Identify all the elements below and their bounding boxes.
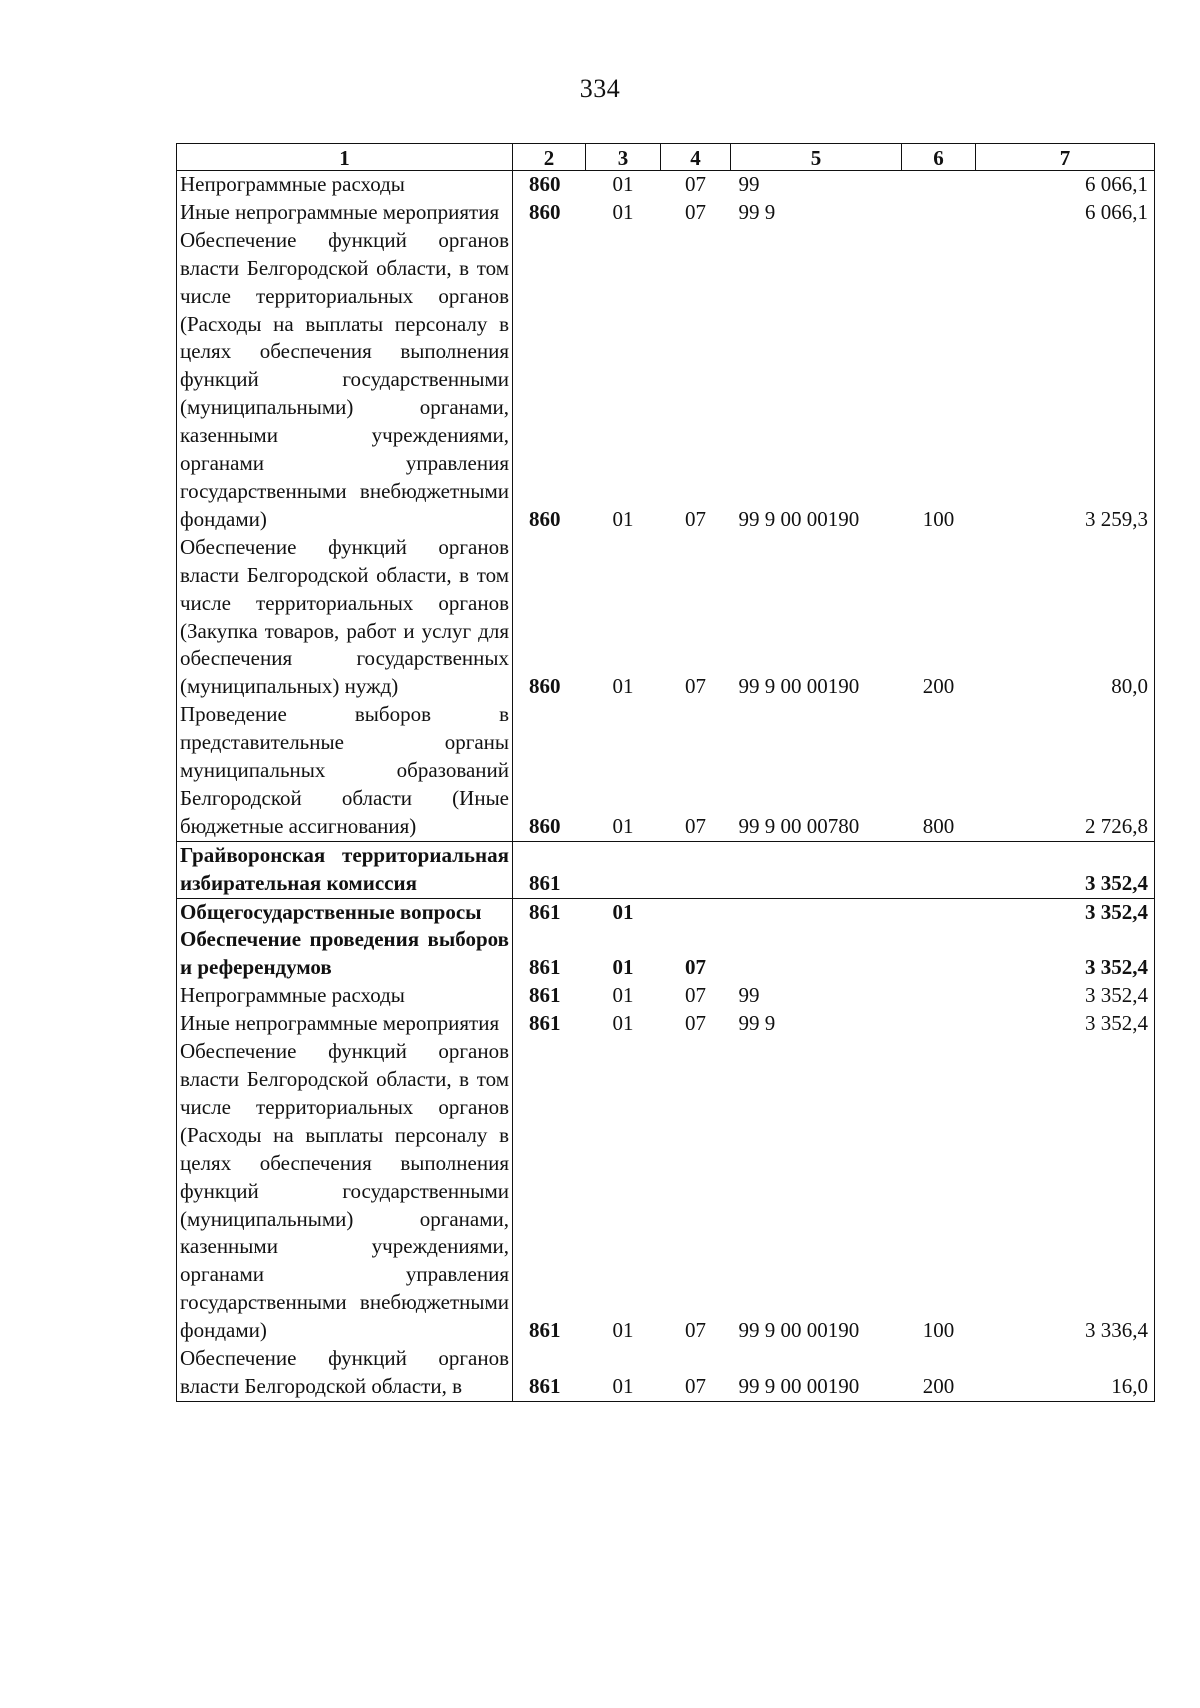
table-row <box>177 1038 1155 1345</box>
row-name: Непрограммные расходы <box>177 171 513 199</box>
row-subsection: 07 <box>685 1318 706 1343</box>
row-expense-type <box>902 171 976 199</box>
row-expense-type <box>902 841 976 898</box>
row-expense-type: 100 <box>922 1318 955 1343</box>
row-subsection <box>661 841 731 898</box>
row-amount: 3 352,4 <box>976 898 1155 926</box>
row-subsection: 07 <box>661 701 731 841</box>
row-expense-type: 200 <box>902 1345 976 1401</box>
table-row <box>177 199 1155 227</box>
table-row <box>177 1010 1155 1038</box>
row-section: 01 <box>586 1345 661 1401</box>
row-target-article: 99 9 00 00190 <box>738 506 860 531</box>
row-gr-code: 861 <box>513 982 586 1010</box>
row-target-article <box>731 898 902 926</box>
column-header: 3 <box>586 144 661 171</box>
row-target-article: 99 9 <box>738 1011 776 1036</box>
row-section: 01 <box>612 506 634 531</box>
row-target-article: 99 9 00 00190 <box>738 674 860 699</box>
row-section: 01 <box>612 1011 634 1036</box>
row-section: 01 <box>612 199 634 224</box>
row-amount: 16,0 <box>976 1345 1155 1401</box>
row-name: Обеспечение функций органов власти Белгородской области, в том числе территориальных органов (Расходы на выплаты персоналу в целях обеспечения выполнения функций государственными (муниципальными) органами, казенными учреждениями, органами управления государственными внебюджетными фондами) <box>177 1038 513 1345</box>
row-amount: 2 726,8 <box>976 701 1155 841</box>
row-subsection: 07 <box>685 172 706 196</box>
row-target-article: 99 9 00 00190 <box>738 1318 860 1343</box>
row-gr-code: 860 <box>513 171 586 199</box>
row-gr-code: 861 <box>513 1010 586 1038</box>
row-section: 01 <box>612 983 634 1008</box>
row-gr-code: 860 <box>513 534 586 701</box>
row-expense-type <box>902 898 976 926</box>
table-body <box>177 171 1155 1402</box>
table-row <box>177 227 1155 534</box>
row-name: Грайворонская территориальная избирательная комиссия <box>177 841 513 898</box>
row-amount: 3 336,4 <box>976 1038 1155 1345</box>
row-section: 01 <box>612 899 634 924</box>
row-section: 01 <box>612 955 634 980</box>
row-target-article: 99 9 <box>738 199 776 224</box>
table-row <box>177 898 1155 926</box>
row-subsection: 07 <box>685 674 706 699</box>
row-amount: 3 352,4 <box>976 1010 1155 1038</box>
row-amount: 3 352,4 <box>976 841 1155 898</box>
row-name: Обеспечение функций органов власти Белгородской области, в том числе территориальных органов (Закупка товаров, работ и услуг для обеспечения государственных (муниципальных) нужд) <box>177 534 513 701</box>
row-section <box>586 841 661 898</box>
row-expense-type <box>902 926 976 982</box>
column-header: 6 <box>902 144 976 171</box>
row-target-article: 99 9 00 00780 <box>731 701 902 841</box>
row-expense-type: 100 <box>922 506 955 531</box>
row-target-article <box>731 926 902 982</box>
row-subsection: 07 <box>661 1345 731 1401</box>
table-row <box>177 841 1155 898</box>
row-section: 01 <box>612 172 634 196</box>
row-subsection: 07 <box>685 506 706 531</box>
row-subsection: 07 <box>685 199 706 224</box>
row-gr-code: 861 <box>513 926 586 982</box>
row-subsection: 07 <box>685 983 706 1008</box>
row-name: Проведение выборов в представительные органы муниципальных образований Белгородской области (Иные бюджетные ассигнования) <box>177 701 513 841</box>
row-name: Обеспечение функций органов власти Белгородской области, в том числе территориальных органов (Расходы на выплаты персоналу в целях обеспечения выполнения функций государственными (муниципальными) органами, казенными учреждениями, органами управления государственными внебюджетными фондами) <box>177 227 513 534</box>
row-name: Непрограммные расходы <box>177 982 513 1010</box>
row-amount: 80,0 <box>976 534 1155 701</box>
row-gr-code: 861 <box>513 898 586 926</box>
row-subsection: 07 <box>685 955 706 980</box>
row-section: 01 <box>612 674 634 699</box>
column-header: 5 <box>731 144 902 171</box>
row-section: 01 <box>586 701 661 841</box>
row-name: Обеспечение функций органов власти Белгородской области, в <box>177 1345 513 1401</box>
header-row <box>177 144 1155 171</box>
row-gr-code: 861 <box>513 1345 586 1401</box>
row-expense-type: 800 <box>902 701 976 841</box>
row-expense-type <box>902 982 976 1010</box>
row-gr-code: 860 <box>513 227 586 534</box>
row-target-article <box>731 841 902 898</box>
row-gr-code: 860 <box>513 701 586 841</box>
row-section: 01 <box>612 1318 634 1343</box>
row-amount: 3 352,4 <box>976 982 1155 1010</box>
table-row <box>177 701 1155 841</box>
table-row <box>177 171 1155 199</box>
row-amount: 6 066,1 <box>976 199 1155 227</box>
row-gr-code: 860 <box>513 199 586 227</box>
row-gr-code: 861 <box>513 1038 586 1345</box>
table-row <box>177 982 1155 1010</box>
row-subsection <box>661 898 731 926</box>
row-expense-type <box>902 199 976 227</box>
table-row <box>177 534 1155 701</box>
row-expense-type <box>902 1010 976 1038</box>
row-name: Иные непрограммные мероприятия <box>177 199 513 227</box>
row-amount: 3 352,4 <box>976 926 1155 982</box>
column-header: 7 <box>976 144 1155 171</box>
row-name: Иные непрограммные мероприятия <box>177 1010 513 1038</box>
row-target-article: 99 <box>738 983 760 1008</box>
page-number: 334 <box>579 74 621 103</box>
budget-table <box>176 143 1155 1402</box>
table-row <box>177 926 1155 982</box>
row-amount: 3 259,3 <box>976 227 1155 534</box>
row-subsection: 07 <box>685 1011 706 1036</box>
table-row <box>177 1345 1155 1401</box>
column-header: 2 <box>513 144 586 171</box>
row-expense-type: 200 <box>922 674 955 699</box>
row-amount: 6 066,1 <box>976 171 1155 199</box>
column-header: 1 <box>177 144 513 171</box>
row-name: Обеспечение проведения выборов и референдумов <box>177 926 513 982</box>
column-header: 4 <box>661 144 731 171</box>
row-target-article: 99 9 00 00190 <box>731 1345 902 1401</box>
row-gr-code: 861 <box>513 841 586 898</box>
row-name: Общегосударственные вопросы <box>177 898 513 926</box>
row-target-article: 99 <box>738 172 760 196</box>
